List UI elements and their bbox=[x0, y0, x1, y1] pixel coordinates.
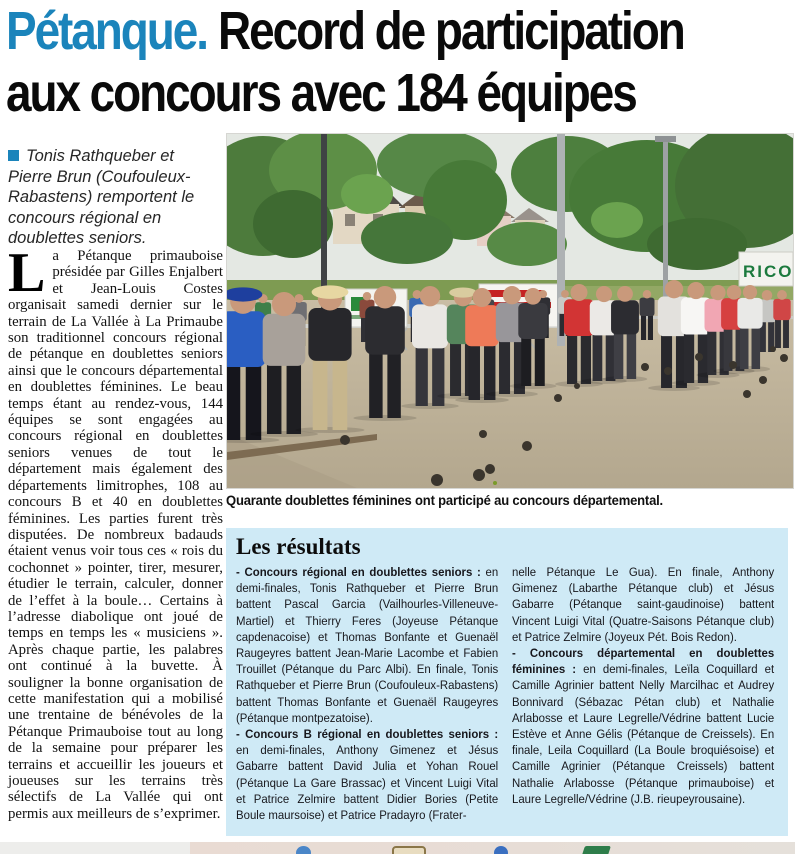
drop-cap: L bbox=[8, 242, 46, 304]
headline-line-1 bbox=[6, 0, 684, 62]
article-text: a Pétanque primauboise présidée par Gilles Enjalbert et Jean-Louis Costes organisait samedi dernier sur le terrain de La Vallée à La Primaube son traditionnel concours régional de pétanque en doublettes seniors ainsi que le concours départemental en doublettes féminines. Le beau temps étant au rendez-vous, 144 équipes se sont engagées au concours régional en doublettes seniors venues de tout le département mais également des départements limitrophes, 108 au concours B et 40 en doublettes féminines. Les parties furent très disputées. De nombreux badauds étaient venus voir tous ces « rois du cochonnet » pointer, tirer, mesurer, étudier le terrain, calculer, donner de l’effet à la boule… Certains à l’adresse diabolique ont joué de temps en temps les « musiciens ». Après chaque partie, les palabres ont continué à la buvette. À souligner la bonne organisation de cette manifestation qui a mobilisé une trentaine de bénévoles de la Pétanque Primauboise tout au long de la semaine pour préparer les terrains et accueillir les joueurs et joueuses sur les terrains très sélectifs de La Vallée qui ont permis aux meilleurs de s’exprimer. bbox=[8, 248, 223, 822]
cutoff-card-icon bbox=[392, 846, 426, 854]
cutoff-blue-dot-icon bbox=[494, 846, 508, 854]
cutoff-blue-logo-icon bbox=[296, 846, 311, 854]
photo-illustration bbox=[227, 134, 793, 488]
lamp-head bbox=[655, 136, 676, 142]
lamp-pole bbox=[663, 140, 668, 300]
headline-title-part1: Record de participation bbox=[218, 1, 684, 61]
results-title: Les résultats bbox=[236, 534, 361, 559]
bullet-square-icon bbox=[8, 150, 19, 161]
strip-left-margin bbox=[0, 842, 190, 854]
standfirst-text: Tonis Rathqueber et Pierre Brun (Coufouleux-Rabastens) remportent le concours régional en doublettes seniors. bbox=[8, 147, 195, 247]
headline-line-2: aux concours avec 184 équipes bbox=[6, 63, 636, 123]
results-column-1: - Concours régional en doublettes seniors : en demi-finales, Tonis Rathqueber et Pierre Brun battent Pascal Garcia (Vailhourles-Villeneuve-Martiel) et Thierry Feres (Joyeuse Pétanque capdenacoise) et Thomas Bonfante et Guenaël Raugeyres battent Jean-Marie Lacombe et Fabien Trouillet (Pétanque du Parc Albi). En finale, Tonis Rathqueber et Pierre Brun (Coufouleux-Rabastens) battent Thomas Bonfante et Guenaël Raugeyres (Pétanque montpezatoise). - Concours B régional en doublettes seniors : en demi-finales, Anthony Gimenez et Jésus Gabarre battent David Julia et Yohan Rouel (Pétanque La Gare Brassac) et Vincent Luigi Vital et Patrice Zelmire battent Didier Bories (Petite Boule maursoise) et Patrice Pradayro (Frater- bbox=[236, 565, 499, 823]
banner-text: RICO bbox=[743, 262, 793, 281]
article-body bbox=[8, 242, 223, 822]
results-column-2: nelle Pétanque Le Gua). En finale, Anthony Gimenez (Labarthe Pétanque club) et Jésus Gabarre (Pétanque saint-gaudinoise) battent Vincent Luigi Vital (Quatre-Saisons Pétanque club) et Patrice Zelmire (Joyeux Pét. Bois Redon). - Concours départemental en doublettes féminines : en demi-finales, Leïla Coquillard et Camille Agrinier battent Nelly Marcilhac et Audrey Bonnivard (Sébazac Pétan club) et Nathalie Arlabosse et Laure Legrelle/Védrine battent Lucie Estève et Anne Gélis (Pétanque de Creissels). En finale, Leila Coquillard (La Boule broquiésoise) et Camille Agrinier (Pétanque Creissels) battent Nathalie Arlabosse (Pétanque primauboise) et Laure Legrelle/Védrine (J.B. rieupeyrousaine). bbox=[512, 565, 775, 806]
results-box bbox=[226, 528, 788, 836]
strip-right-band bbox=[190, 842, 795, 854]
headline-kicker: Pétanque. bbox=[6, 1, 207, 61]
cutoff-green-logo-icon bbox=[581, 846, 611, 854]
standfirst bbox=[8, 146, 220, 249]
headline bbox=[6, 0, 795, 124]
photo-caption: Quarante doublettes féminines ont participé au concours départemental. bbox=[226, 492, 663, 508]
petanque-photo bbox=[226, 133, 794, 489]
bottom-cutoff-strip bbox=[0, 842, 795, 854]
